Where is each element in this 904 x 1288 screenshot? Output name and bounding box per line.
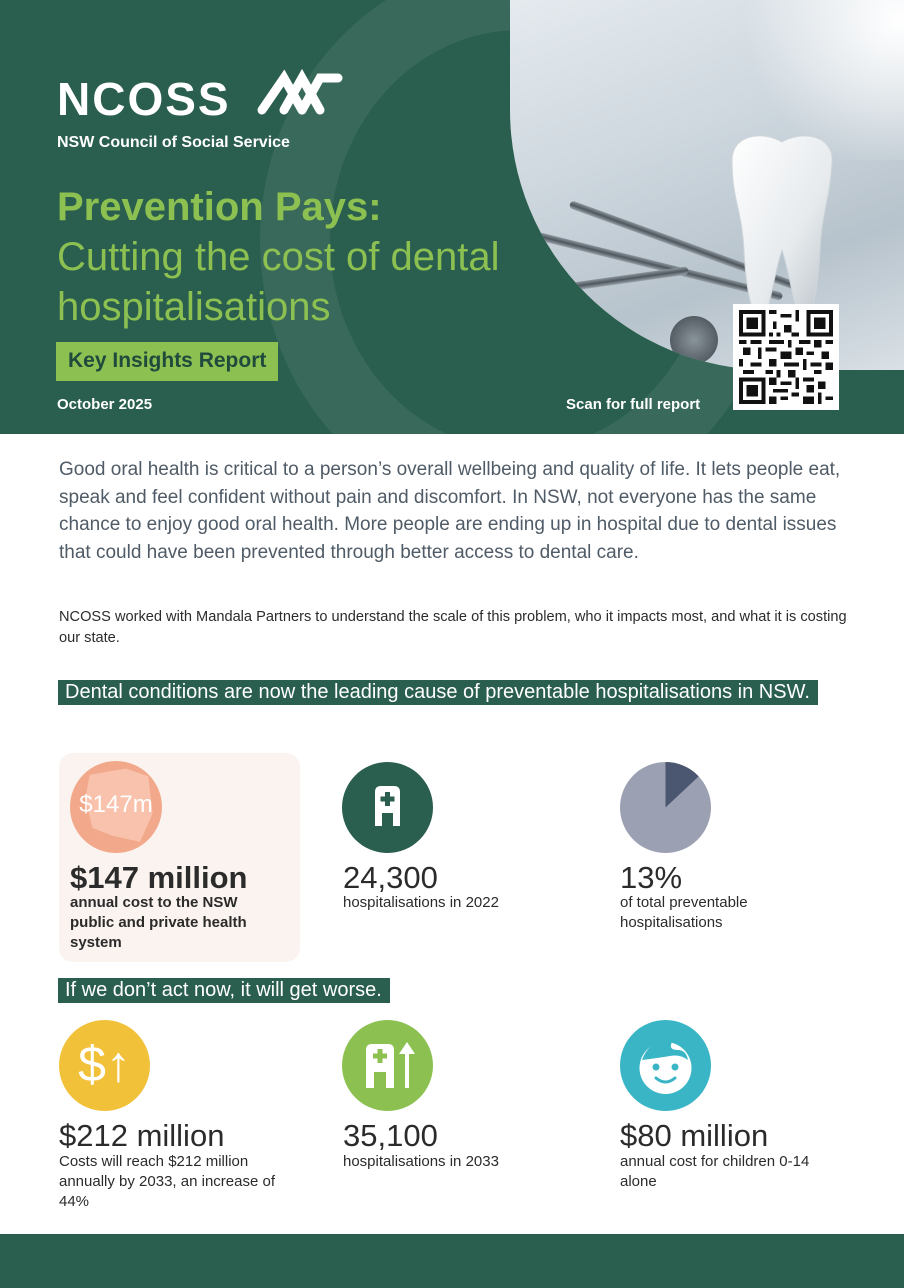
dollar-up-icon: $↑ (59, 1020, 150, 1111)
stat-caption-hospitalisations-2033: hospitalisations in 2033 (343, 1153, 499, 1170)
stat-value-share: 13% (620, 860, 683, 895)
scan-prompt: Scan for full report (566, 396, 701, 413)
ncoss-logo-icon (254, 66, 346, 122)
header-banner (0, 0, 904, 434)
stat-caption-hospitalisations-2022: hospitalisations in 2022 (343, 894, 499, 911)
org-full-name: NSW Council of Social Service (57, 134, 290, 151)
intro-paragraph: Good oral health is critical to a person’s overall wellbeing and quality of life. It lets people eat, speak and feel confident without pain and discomfort. In NSW, not everyone has the same chance to enjoy good oral health. More people are ending up in hospital due to dental issues that could have been prevented through better access to dental care. (59, 459, 841, 563)
stat-value-hospitalisations-2022: 24,300 (343, 860, 438, 895)
section-heading-leading-cause: Dental conditions are now the leading cause of preventable hospitalisations in NSW. (58, 679, 848, 706)
qr-code-icon (739, 310, 833, 404)
stat-caption-cost-2033: Costs will reach $212 million annually by 2033, an increase of 44% (59, 1153, 275, 1210)
qr-code[interactable] (733, 304, 839, 410)
title-line-1: Prevention Pays: (57, 185, 382, 229)
stat-value-children-cost: $80 million (620, 1118, 769, 1153)
map-icon-label: $147m (79, 791, 153, 818)
footer-band (0, 1234, 904, 1288)
stat-caption-children-cost: annual cost for children 0-14 alone (620, 1153, 810, 1190)
title-line-2: Cutting the cost of dental hospitalisations (57, 235, 500, 329)
page-title (57, 182, 527, 332)
hospital-icon (342, 762, 433, 853)
intro-note: NCOSS worked with Mandala Partners to understand the scale of this problem, who it impacts most, and what it is costing our state. (59, 609, 847, 646)
nsw-map-icon (70, 761, 162, 853)
publication-date: October 2025 (57, 396, 153, 413)
stat-value-cost-2033: $212 million (59, 1118, 225, 1153)
section-heading-get-worse: If we don’t act now, it will get worse. (58, 977, 390, 1004)
stat-value-cost: $147 million (70, 860, 248, 895)
tooth-icon (722, 130, 842, 320)
org-logo-text: NCOSS (57, 73, 231, 125)
hospital-up-icon (342, 1020, 433, 1111)
stat-caption-share: of total preventable hospitalisations (620, 894, 748, 931)
child-face-icon (620, 1020, 711, 1111)
stat-caption-cost: annual cost to the NSW public and private health system (70, 894, 247, 951)
stat-value-hospitalisations-2033: 35,100 (343, 1118, 438, 1153)
report-type-badge: Key Insights Report (56, 342, 278, 381)
pie-chart-icon (620, 762, 711, 853)
